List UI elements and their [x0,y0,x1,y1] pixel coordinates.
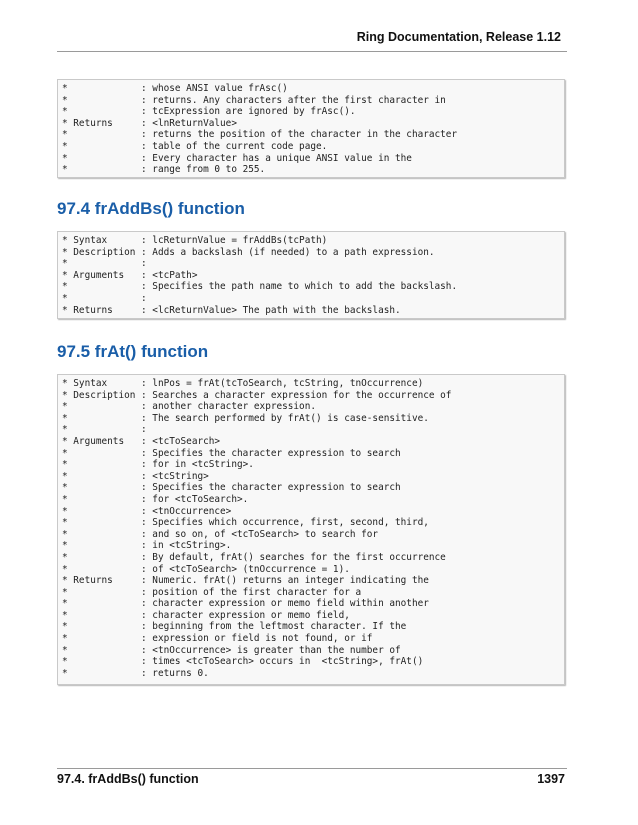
code-line: * : Specifies the character expression to search [62,482,401,494]
code-line: * : Specifies which occurrence, first, second, third, [62,517,429,529]
code-line: * : of <tcToSearch> (tnOccurrence = 1). [62,563,350,575]
code-line: * Returns : <lcReturnValue> The path with the backslash. [62,304,401,316]
code-line: * : [62,258,147,270]
code-line: * : range from 0 to 255. [62,164,266,176]
code-line: * : [62,292,147,304]
code-block-frat [57,374,565,685]
code-line: * : <tnOccurrence> [62,505,232,517]
code-line: * : table of the current code page. [62,140,328,152]
code-line: * Returns : <lnReturnValue> [62,117,237,129]
header-divider [57,51,567,52]
code-block-fraddbs [57,231,565,319]
code-line: * : Specifies the character expression to search [62,447,401,459]
code-line: * : for <tcToSearch>. [62,493,249,505]
code-line: * : Every character has a unique ANSI value in the [62,152,412,164]
code-line: * : By default, frAt() searches for the first occurrence [62,551,446,563]
section-title-frat: 97.5 frAt() function [57,342,209,361]
footer-section-label: 97.4. frAddBs() function [57,772,199,786]
footer-divider [57,768,567,769]
code-line: * : another character expression. [62,401,316,413]
code-line: * : times <tcToSearch> occurs in <tcString>, frAt() [62,656,424,668]
code-line: * : returns the position of the character in the character [62,129,458,141]
code-line: * : character expression or memo field within another [62,598,429,610]
code-line: * : The search performed by frAt() is case-sensitive. [62,412,429,424]
code-line: * : and so on, of <tcToSearch> to search for [62,528,379,540]
code-line: * : returns 0. [62,667,209,679]
code-line: * : for in <tcString>. [62,459,254,471]
code-line: * Syntax : lcReturnValue = frAddBs(tcPath) [62,235,328,246]
code-line: * : tcExpression are ignored by frAsc(). [62,106,356,118]
code-line: * : Specifies the path name to which to add the backslash. [62,281,458,293]
code-line: * Syntax : lnPos = frAt(tcToSearch, tcString, tnOccurrence) [62,378,424,389]
page-header-title: Ring Documentation, Release 1.12 [356,30,561,44]
footer-page-number: 1397 [537,772,565,786]
code-line: * : beginning from the leftmost character. If the [62,621,407,633]
code-line: * Arguments : <tcToSearch> [62,435,221,447]
code-block-frasc-continued [57,79,565,178]
code-line: * : position of the first character for a [62,586,362,598]
code-line: * Returns : Numeric. frAt() returns an integer indicating the [62,575,429,587]
code-line: * Arguments : <tcPath> [62,269,198,281]
code-line: * : <tnOccurrence> is greater than the number of [62,644,401,656]
section-title-fraddbs: 97.4 frAddBs() function [57,199,245,218]
code-line: * : whose ANSI value frAsc() [62,83,288,94]
code-line: * : character expression or memo field, [62,609,350,621]
code-line: * Description : Searches a character expression for the occurrence of [62,389,452,401]
code-line: * : returns. Any characters after the first character in [62,94,446,106]
code-line: * : expression or field is not found, or if [62,633,373,645]
code-line: * : [62,424,147,436]
code-line: * Description : Adds a backslash (if needed) to a path expression. [62,246,435,258]
code-line: * : in <tcString>. [62,540,232,552]
code-line: * : <tcString> [62,470,209,482]
